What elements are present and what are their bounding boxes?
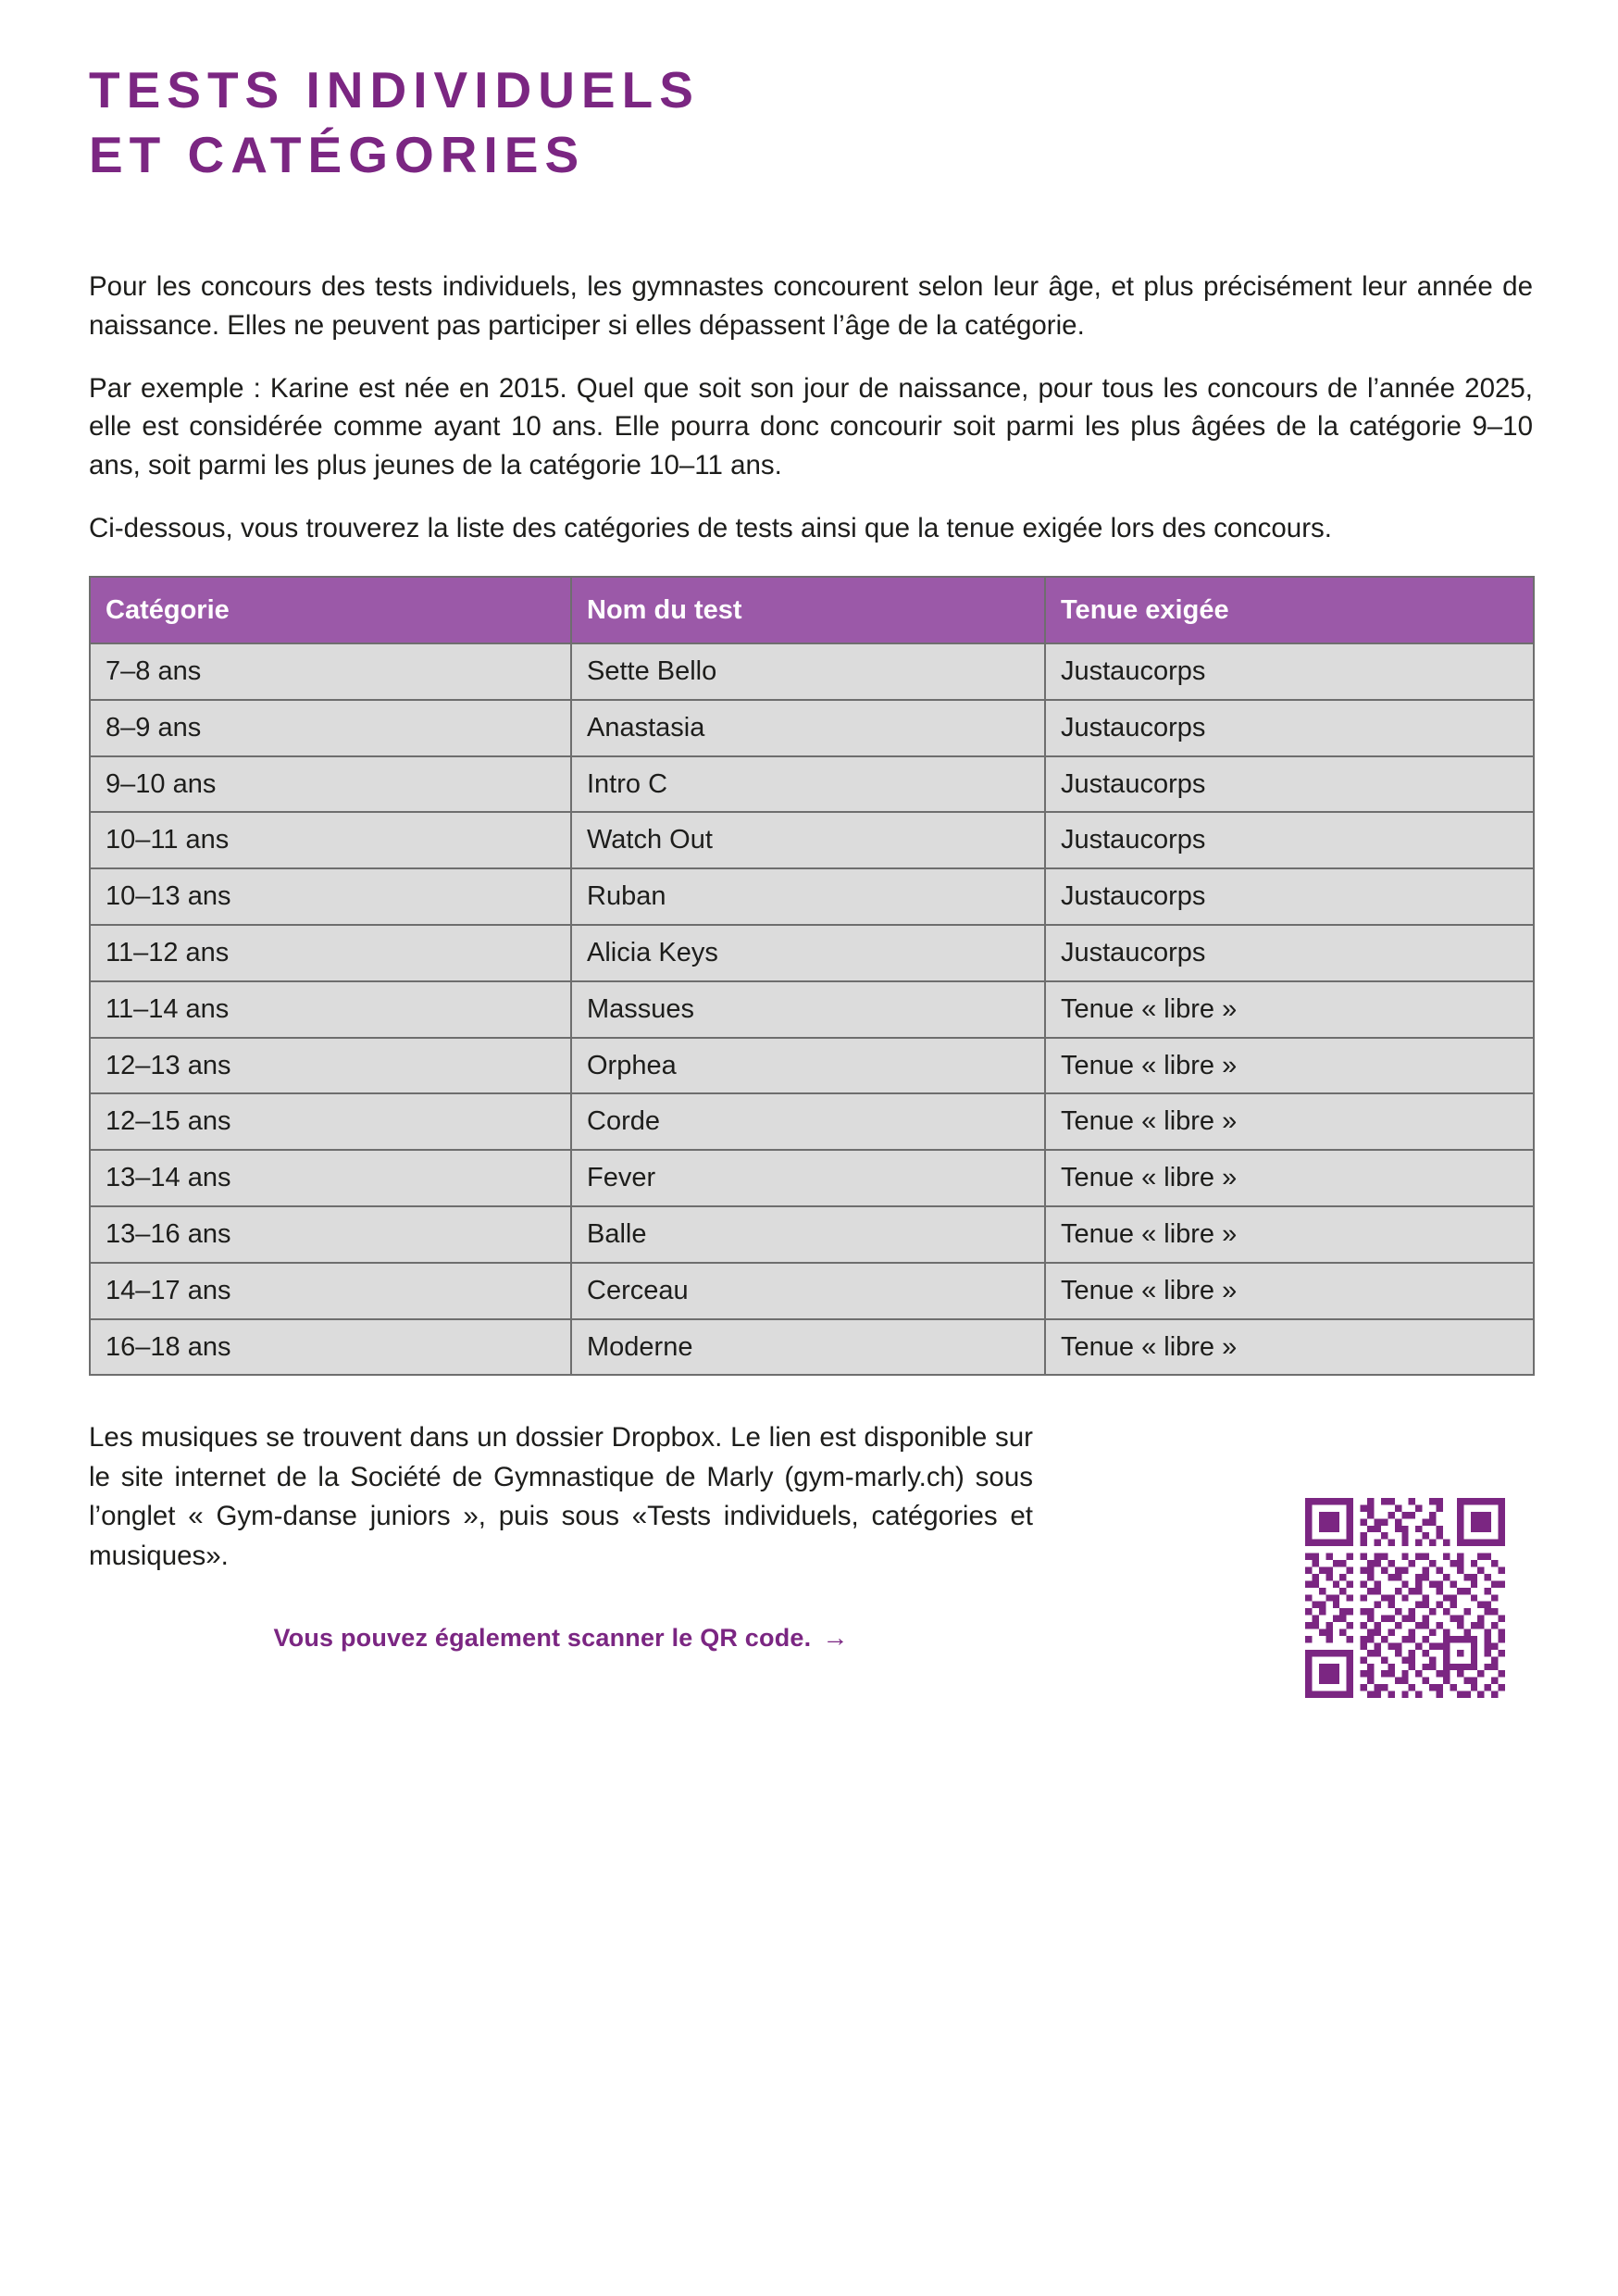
cell-tenue-exigee: Tenue « libre » [1045,981,1534,1038]
cell-nom-du-test: Intro C [571,756,1045,813]
qr-code[interactable] [1305,1498,1505,1698]
cell-tenue-exigee: Justaucorps [1045,700,1534,756]
qr-code-icon [1305,1498,1505,1698]
cell-nom-du-test: Massues [571,981,1045,1038]
cell-tenue-exigee: Tenue « libre » [1045,1150,1534,1206]
cell-nom-du-test: Moderne [571,1319,1045,1376]
cell-nom-du-test: Cerceau [571,1263,1045,1319]
cell-tenue-exigee: Tenue « libre » [1045,1093,1534,1150]
cell-categorie: 9–10 ans [90,756,571,813]
cell-tenue-exigee: Justaucorps [1045,756,1534,813]
cell-categorie: 16–18 ans [90,1319,571,1376]
table-row [90,981,1534,1038]
cell-categorie: 10–11 ans [90,812,571,868]
cell-nom-du-test: Sette Bello [571,643,1045,700]
page-title-line-2: ET CATÉGORIES [89,126,586,184]
arrow-right-icon: → [822,1623,849,1653]
cell-categorie: 11–14 ans [90,981,571,1038]
cell-nom-du-test: Anastasia [571,700,1045,756]
cell-tenue-exigee: Tenue « libre » [1045,1206,1534,1263]
cell-categorie: 13–14 ans [90,1150,571,1206]
qr-instruction-text: Vous pouvez également scanner le QR code. [273,1624,812,1653]
table-row [90,1150,1534,1206]
column-header-categorie: Catégorie [90,577,571,643]
qr-instruction [89,1624,1033,1653]
column-header-nom-du-test: Nom du test [571,577,1045,643]
cell-tenue-exigee: Justaucorps [1045,812,1534,868]
cell-nom-du-test: Fever [571,1150,1045,1206]
table-row [90,1263,1534,1319]
cell-nom-du-test: Alicia Keys [571,925,1045,981]
table-row [90,1319,1534,1376]
cell-categorie: 12–15 ans [90,1093,571,1150]
cell-tenue-exigee: Justaucorps [1045,643,1534,700]
table-row [90,868,1534,925]
footer-text: Les musiques se trouvent dans un dossier Dropbox. Le lien est disponible sur le site internet de la Société de Gymnastique de Marly (gym-marly.ch) sous l’onglet « Gym-danse juniors », puis sous «Tests individuels, catégories et musiques». [89,1422,1033,1571]
table-row [90,1206,1534,1263]
cell-categorie: 12–13 ans [90,1038,571,1094]
intro-paragraph-2: Par exemple : Karine est née en 2015. Quel que soit son jour de naissance, pour tous les concours de l’année 2025, elle est considérée comme ayant 10 ans. Elle pourra donc concourir soit parmi les plus âgées de la catégorie 9–10 ans, soit parmi les plus jeunes de la catégorie 10–11 ans. [89,372,1533,481]
cell-categorie: 10–13 ans [90,868,571,925]
table-row [90,643,1534,700]
document-content [89,57,1533,1724]
tests-categories-table [89,576,1535,1376]
table-row [90,700,1534,756]
cell-tenue-exigee: Justaucorps [1045,925,1534,981]
intro-paragraph-3: Ci-dessous, vous trouverez la liste des catégories de tests ainsi que la tenue exigée lors des concours. [89,513,1332,544]
page-title [89,57,1533,188]
cell-tenue-exigee: Tenue « libre » [1045,1263,1534,1319]
cell-tenue-exigee: Tenue « libre » [1045,1038,1534,1094]
cell-nom-du-test: Corde [571,1093,1045,1150]
page-title-line-1: TESTS INDIVIDUELS [89,61,700,119]
intro-paragraph-1: Pour les concours des tests individuels, les gymnastes concourent selon leur âge, et plus précisément leur année de naissance. Elles ne peuvent pas participer si elles dépassent l’âge de la catégorie. [89,270,1533,341]
cell-nom-du-test: Orphea [571,1038,1045,1094]
cell-categorie: 8–9 ans [90,700,571,756]
column-header-tenue-exigee: Tenue exigée [1045,577,1534,643]
cell-tenue-exigee: Tenue « libre » [1045,1319,1534,1376]
cell-categorie: 7–8 ans [90,643,571,700]
cell-categorie: 14–17 ans [90,1263,571,1319]
table-row [90,925,1534,981]
cell-tenue-exigee: Justaucorps [1045,868,1534,925]
cell-nom-du-test: Balle [571,1206,1045,1263]
table-header-row [90,577,1534,643]
cell-nom-du-test: Ruban [571,868,1045,925]
table-row [90,1093,1534,1150]
table-row [90,1038,1534,1094]
table-body [90,643,1534,1375]
footer-section [89,1418,1533,1724]
cell-categorie: 13–16 ans [90,1206,571,1263]
cell-nom-du-test: Watch Out [571,812,1045,868]
table-row [90,812,1534,868]
table-row [90,756,1534,813]
cell-categorie: 11–12 ans [90,925,571,981]
